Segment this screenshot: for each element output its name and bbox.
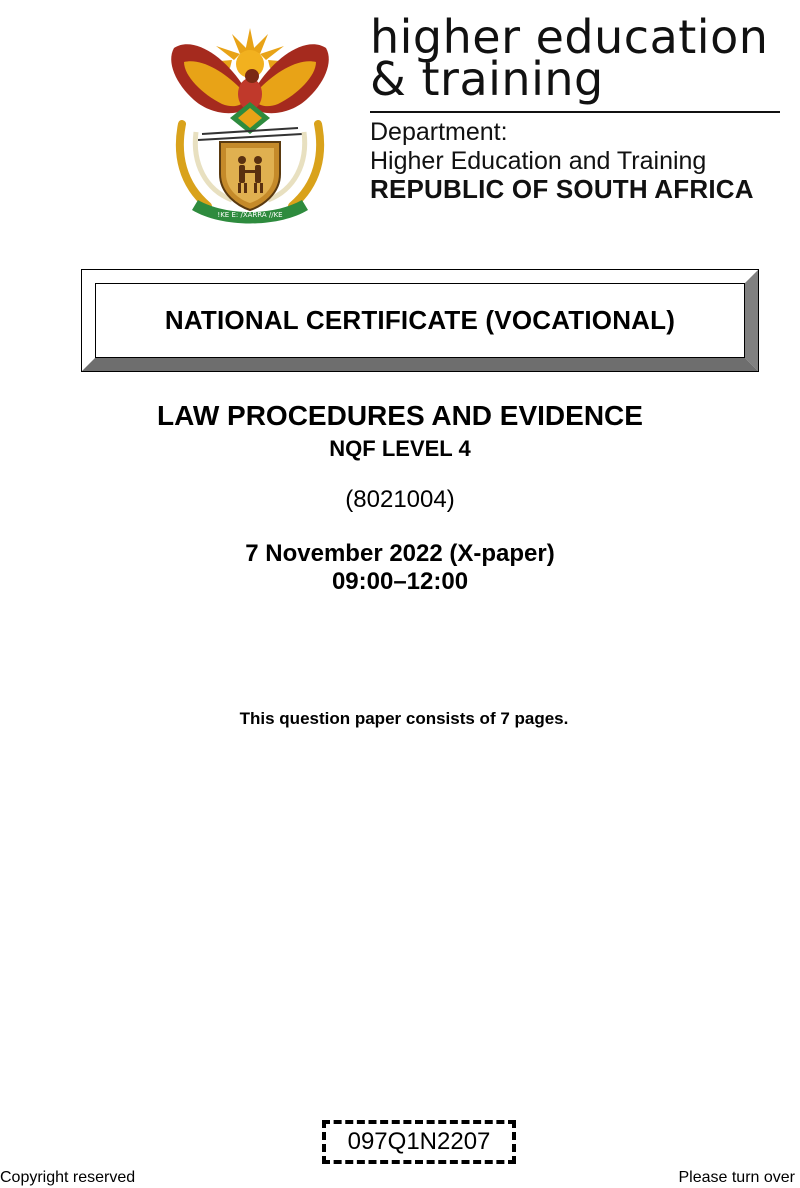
certificate-title-inner bbox=[95, 283, 745, 358]
brand-title-line1: higher education bbox=[370, 10, 769, 64]
subject-code: (8021004) bbox=[345, 486, 455, 513]
exam-date: 7 November 2022 (X-paper) bbox=[245, 540, 555, 567]
footer-turn-over: Please turn over bbox=[678, 1169, 795, 1186]
bevel-right bbox=[744, 270, 758, 371]
crest-motto: !KE E: /XARRA //KE bbox=[217, 211, 283, 219]
brand-divider bbox=[370, 111, 780, 113]
certificate-title-box bbox=[81, 269, 759, 372]
bevel-bottom bbox=[82, 357, 758, 371]
footer-copyright: Copyright reserved bbox=[0, 1169, 136, 1186]
nqf-level: NQF LEVEL 4 bbox=[329, 436, 471, 461]
bevel-left bbox=[82, 270, 96, 371]
department-name: Higher Education and Training bbox=[370, 147, 707, 175]
certificate-title: NATIONAL CERTIFICATE (VOCATIONAL) bbox=[164, 305, 676, 335]
subject-title: LAW PROCEDURES AND EVIDENCE bbox=[157, 400, 643, 431]
page-count-note: This question paper consists of 7 pages. bbox=[239, 709, 569, 728]
department-label: Department: bbox=[370, 118, 508, 146]
exam-time: 09:00–12:00 bbox=[331, 568, 469, 595]
brand-title-line2: & training bbox=[370, 52, 604, 106]
country-name: REPUBLIC OF SOUTH AFRICA bbox=[370, 174, 754, 204]
coat-of-arms-logo bbox=[162, 14, 338, 228]
barcode-text: 097Q1N2207 bbox=[347, 1128, 491, 1155]
paper-barcode bbox=[322, 1120, 516, 1164]
